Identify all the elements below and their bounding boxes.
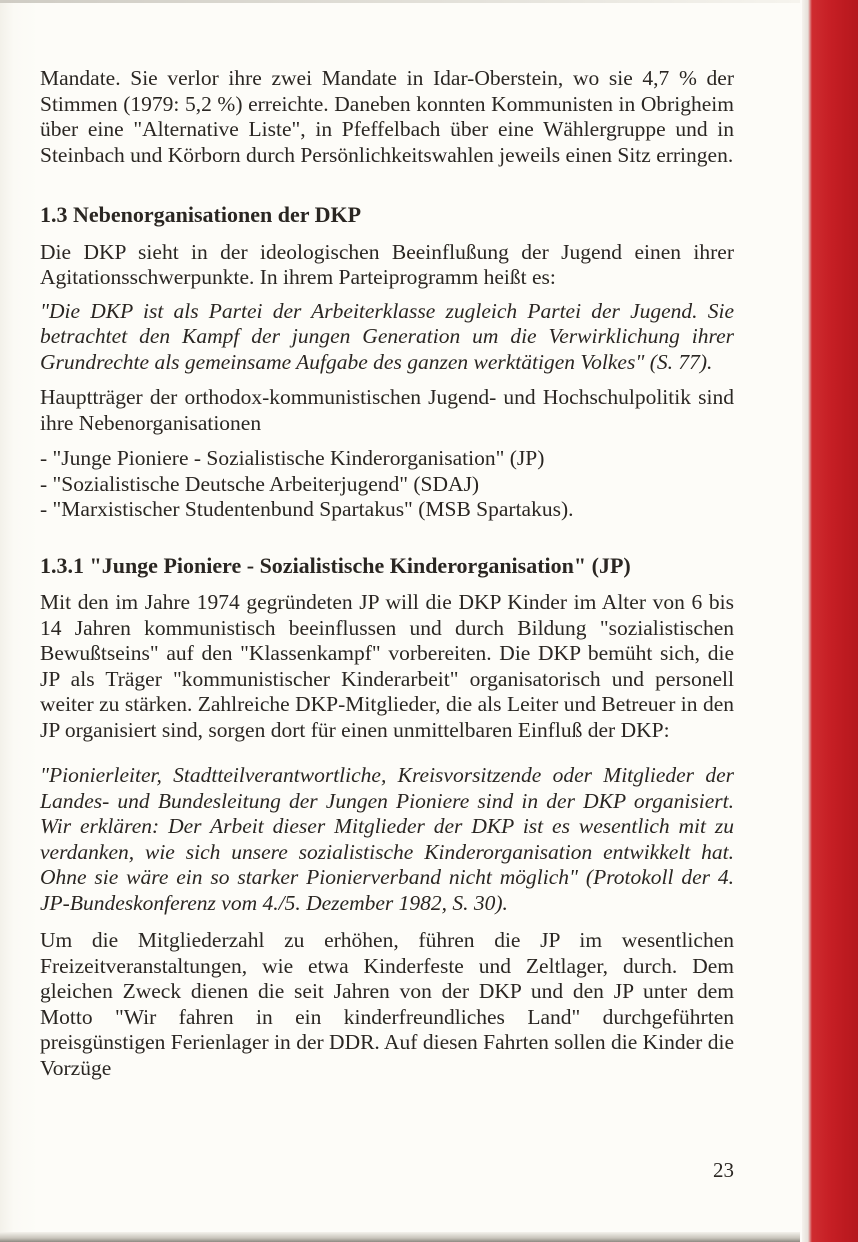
section-heading: 1.3 Nebenorganisationen der DKP <box>40 202 362 227</box>
page-content <box>40 66 734 1081</box>
section-paragraph: Die DKP sieht in der ideologischen Beeinflußung der Jugend einen ihrer Agitationsschwerpunkte. In ihrem Parteiprogramm heißt es: <box>40 239 734 289</box>
final-paragraph: Um die Mitgliederzahl zu erhöhen, führen die JP im wesentlichen Freizeitveranstaltungen, wie etwa Kinderfeste und Zeltlager, durch. Dem gleichen Zweck dienen die seit Jahren von der DKP und den JP unter dem Motto "Wir fahren in ein kinderfreundliches Land" durchgeführten preisgünstigen Ferienlager in der DDR. Auf diesen Fahrten sollen die Kinder die Vorzüge <box>40 928 734 1080</box>
organisation-list <box>40 446 734 523</box>
page-bottom-edge <box>0 1232 800 1242</box>
list-item: - "Marxistischer Studentenbund Spartakus" (MSB Spartakus). <box>40 497 574 521</box>
page-number: 23 <box>713 1158 734 1182</box>
list-item: - "Sozialistische Deutsche Arbeiterjugend" (SDAJ) <box>40 471 480 496</box>
red-page-edge <box>802 0 858 1242</box>
conference-quote: "Pionierleiter, Stadtteilverantwortliche, Kreisvorsitzende oder Mitglieder der Landes- und Bundesleitung der Jungen Pioniere sind in der DKP organisiert. Wir erklären: Der Arbeit dieser Mitglieder der DKP ist es wesentlich mit zu verdanken, wie sich unsere sozialistische Kinderorganisation entwikkelt hat. Ohne sie wäre ein so starker Pionierverband nicht möglich" (Protokoll der 4. JP-Bundeskonferenz vom 4./5. Dezember 1982, S. 30). <box>40 763 734 915</box>
carriers-paragraph: Hauptträger der orthodox-kommunistischen Jugend- und Hochschulpolitik sind ihre Nebenorganisationen <box>40 385 734 435</box>
program-quote: "Die DKP ist als Partei der Arbeiterklasse zugleich Partei der Jugend. Sie betrachtet den Kampf der jungen Generation um die Verwirklichung ihrer Grundrechte als gemeinsame Aufgabe des ganzen werktätigen Volkes" (S. 77). <box>40 298 734 374</box>
subsection-heading: 1.3.1 "Junge Pioniere - Sozialistische Kinderorganisation" (JP) <box>40 552 631 578</box>
subsection-paragraph: Mit den im Jahre 1974 gegründeten JP will die DKP Kinder im Alter von 6 bis 14 Jahren kommunistisch beeinflussen und durch Bildung "sozialistischen Bewußtseins" auf den "Klassenkampf" vorbereiten. Die DKP bemüht sich, die JP als Träger "kommunistischer Kinderarbeit" organisatorisch und personell weiter zu stärken. Zahlreiche DKP-Mitglieder, die als Leiter und Betreuer in den JP organisiert sind, sorgen dort für einen unmittelbaren Einfluß der DKP: <box>40 590 734 742</box>
intro-paragraph: Mandate. Sie verlor ihre zwei Mandate in Idar-Oberstein, wo sie 4,7 % der Stimmen (1979: 5,2 %) erreichte. Daneben konnten Kommunisten in Obrigheim über eine "Alternative Liste", in Pfeffelbach über eine Wählergruppe und in Steinbach und Körborn durch Persönlichkeitswahlen jeweils einen Sitz erringen. <box>40 66 734 167</box>
page-top-edge <box>0 0 800 3</box>
list-item: - "Junge Pioniere - Sozialistische Kinderorganisation" (JP) <box>40 446 545 470</box>
